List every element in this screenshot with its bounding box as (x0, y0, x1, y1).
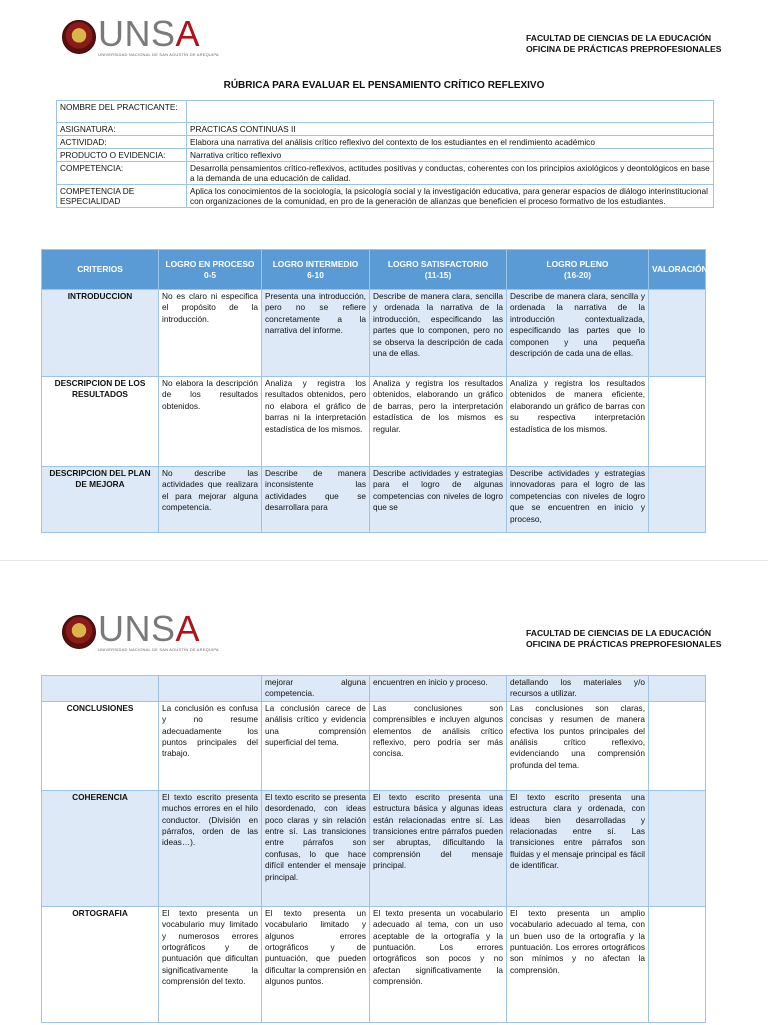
intermedio-cell: Presenta una introducción, pero no se refiere concretamente a la narrativa del informe. (262, 290, 370, 377)
rubric-table-page-1 (41, 249, 706, 533)
rubric-row (42, 790, 706, 906)
info-key: NOMBRE DEL PRACTICANTE: (57, 101, 187, 123)
intermedio-cell: mejorar alguna competencia. (262, 676, 370, 702)
rubric-continuation-row (42, 676, 706, 702)
logo-wordmark: UNSA (98, 13, 201, 54)
header-satisfactorio: LOGRO SATISFACTORIO (11-15) (370, 250, 507, 290)
proceso-cell: La conclusión es confusa y no resume adecuadamente los puntos principales del trabajo. (159, 701, 262, 790)
rubric-row (42, 906, 706, 1022)
criterio-cell: DESCRIPCION DEL PLAN DE MEJORA (42, 467, 159, 533)
rubric-header-row (42, 250, 706, 290)
info-value: Narrativa crítico reflexivo (187, 149, 714, 162)
pleno-cell: detallando los materiales y/o recursos a utilizar. (507, 676, 649, 702)
info-value: Desarrolla pensamientos crítico-reflexivos, actitudes positivas y conductas, coherentes con los principios axiológicos y deontológicos en base a la demanda de una educación de calidad. (187, 162, 714, 185)
info-table (56, 100, 714, 208)
satisfactorio-cell: Las conclusiones son comprensibles e incluyen algunos elementos de análisis crítico reflexivo, pero podría ser más concisa. (370, 701, 507, 790)
satisfactorio-cell: El texto escrito presenta una estructura básica y algunas ideas están relacionadas entre sí. Las transiciones entre párrafos pueden ser abruptas, dificultando la comprensión del mensaje principal. (370, 790, 507, 906)
faculty-header (526, 628, 721, 650)
proceso-cell: El texto escrito presenta muchos errores en el hilo conductor. (División en párrafos, orden de las ideas…). (159, 790, 262, 906)
header-valoracion: VALORACIÓN (649, 250, 706, 290)
pleno-cell: Describe actividades y estrategias innovadoras para el logro de las competencias con niveles de logro que se encuentren en inicio y proceso, (507, 467, 649, 533)
criterio-cell: ORTOGRAFIA (42, 906, 159, 1022)
satisfactorio-cell: Describe actividades y estrategias para el logro de algunas competencias con niveles de logro que se (370, 467, 507, 533)
proceso-cell (159, 676, 262, 702)
logo-wordmark: UNSA (98, 608, 201, 649)
valoracion-cell[interactable] (649, 676, 706, 702)
info-value: Elabora una narrativa del análisis crítico reflexivo del contexto de los estudiantes en el rendimiento académico (187, 136, 714, 149)
logo-subtitle: UNIVERSIDAD NACIONAL DE SAN AGUSTÍN DE AREQUIPA (98, 52, 219, 57)
info-key: COMPETENCIA: (57, 162, 187, 185)
proceso-cell: No es claro ni especifica el propósito de la introducción. (159, 290, 262, 377)
info-value: Aplica los conocimientos de la sociología, la psicología social y la investigación educativa, para generar espacios de diálogo interinstitucional con organizaciones de la comunidad, en pro de la generación de alianzas que beneficien el proceso formativo de los estudiantes. (187, 185, 714, 208)
university-seal-icon (62, 615, 96, 649)
pleno-cell: Las conclusiones son claras, concisas y resumen de manera efectiva los puntos principales del análisis crítico reflexivo, evidenciando una comprensión profunda del tema. (507, 701, 649, 790)
rubric-table-page-2 (41, 675, 706, 1023)
pleno-cell: Analiza y registra los resultados obtenidos de manera eficiente, elaborando un gráfico de barras con su respectiva interpretación estadística de los mismos. (507, 377, 649, 467)
university-seal-icon (62, 20, 96, 54)
criterio-cell: CONCLUSIONES (42, 701, 159, 790)
intermedio-cell: El texto presenta un vocabulario limitado y algunos errores ortográficos y de puntuación, que pueden dificultar la comprensión en algunos puntos. (262, 906, 370, 1022)
criterio-cell: COHERENCIA (42, 790, 159, 906)
rubric-row (42, 701, 706, 790)
satisfactorio-cell: Analiza y registra los resultados obtenidos, elaborando un gráfico de barras, pero la interpretación estadística de los mismos es regular. (370, 377, 507, 467)
info-row (57, 185, 714, 208)
valoracion-cell[interactable] (649, 377, 706, 467)
rubric-row (42, 467, 706, 533)
header-intermedio: LOGRO INTERMEDIO 6-10 (262, 250, 370, 290)
info-value: PRACTICAS CONTINUAS II (187, 123, 714, 136)
info-key: PRODUCTO O EVIDENCIA: (57, 149, 187, 162)
criterio-cell: DESCRIPCION DE LOS RESULTADOS (42, 377, 159, 467)
pleno-cell: Describe de manera clara, sencilla y ordenada la narrativa de la introducción contextualizada, especificando las partes que lo componen y una pequeña descripción de cada una de ellas. (507, 290, 649, 377)
info-row (57, 123, 714, 136)
intermedio-cell: Analiza y registra los resultados obtenidos, pero no elabora el gráfico de barras ni la interpretación estadística de los mismos. (262, 377, 370, 467)
valoracion-cell[interactable] (649, 701, 706, 790)
intermedio-cell: La conclusión carece de análisis crítico y evidencia una comprensión superficial del tema. (262, 701, 370, 790)
unsa-logo (62, 608, 219, 652)
info-row (57, 136, 714, 149)
info-row (57, 162, 714, 185)
valoracion-cell[interactable] (649, 467, 706, 533)
satisfactorio-cell: encuentren en inicio y proceso. (370, 676, 507, 702)
header-proceso: LOGRO EN PROCESO 0-5 (159, 250, 262, 290)
logo-subtitle: UNIVERSIDAD NACIONAL DE SAN AGUSTÍN DE AREQUIPA (98, 647, 219, 652)
info-key: COMPETENCIA DE ESPECIALIDAD (57, 185, 187, 208)
criterio-cell (42, 676, 159, 702)
info-row (57, 149, 714, 162)
proceso-cell: El texto presenta un vocabulario muy limitado y numerosos errores ortográficos y de puntuación que dificultan significativamente la comprensión del texto. (159, 906, 262, 1022)
criterio-cell: INTRODUCCION (42, 290, 159, 377)
faculty-line-1: FACULTAD DE CIENCIAS DE LA EDUCACIÓN (526, 628, 712, 638)
satisfactorio-cell: Describe de manera clara, sencilla y ordenada la narrativa de la introducción, especificando las partes que lo componen, pero no se observa la descripción de cada una de ellas. (370, 290, 507, 377)
info-key: ACTIVIDAD: (57, 136, 187, 149)
faculty-line-1: FACULTAD DE CIENCIAS DE LA EDUCACIÓN (526, 33, 712, 43)
intermedio-cell: El texto escrito se presenta desordenado, con ideas poco claras y sin relación entre sí. Las transiciones entre párrafos son confusas, lo que hace difícil entender el mensaje principal. (262, 790, 370, 906)
intermedio-cell: Describe de manera inconsistente las actividades que se desarrollara para (262, 467, 370, 533)
rubric-row (42, 290, 706, 377)
pleno-cell: El texto presenta un amplio vocabulario adecuado al tema, con un buen uso de la ortografía y la puntuación. Los errores ortográficos son mínimos y no afectan la comprensión. (507, 906, 649, 1022)
faculty-line-2: OFICINA DE PRÁCTICAS PREPROFESIONALES (526, 44, 722, 54)
info-row (57, 101, 714, 123)
valoracion-cell[interactable] (649, 290, 706, 377)
valoracion-cell[interactable] (649, 906, 706, 1022)
proceso-cell: No describe las actividades que realizara el para mejorar alguna competencia. (159, 467, 262, 533)
info-key: ASIGNATURA: (57, 123, 187, 136)
faculty-line-2: OFICINA DE PRÁCTICAS PREPROFESIONALES (526, 639, 722, 649)
valoracion-cell[interactable] (649, 790, 706, 906)
unsa-logo (62, 13, 219, 57)
header-criterios: CRITERIOS (42, 250, 159, 290)
proceso-cell: No elabora la descripción de los resultados obtenidos. (159, 377, 262, 467)
header-pleno: LOGRO PLENO (16-20) (507, 250, 649, 290)
document-title: RÚBRICA PARA EVALUAR EL PENSAMIENTO CRÍTICO REFLEXIVO (223, 80, 545, 91)
info-value (187, 101, 714, 123)
rubric-row (42, 377, 706, 467)
faculty-header (526, 33, 721, 55)
satisfactorio-cell: El texto presenta un vocabulario adecuado al tema, con un uso aceptable de la ortografía y la puntuación. Los errores ortográficos son pocos y no afectan significativamente la comprensión. (370, 906, 507, 1022)
pleno-cell: El texto escrito presenta una estructura clara y ordenada, con ideas bien desarrolladas y relacionadas entre sí. Las transiciones entre párrafos son fluidas y el mensaje principal es fácil de identificar. (507, 790, 649, 906)
